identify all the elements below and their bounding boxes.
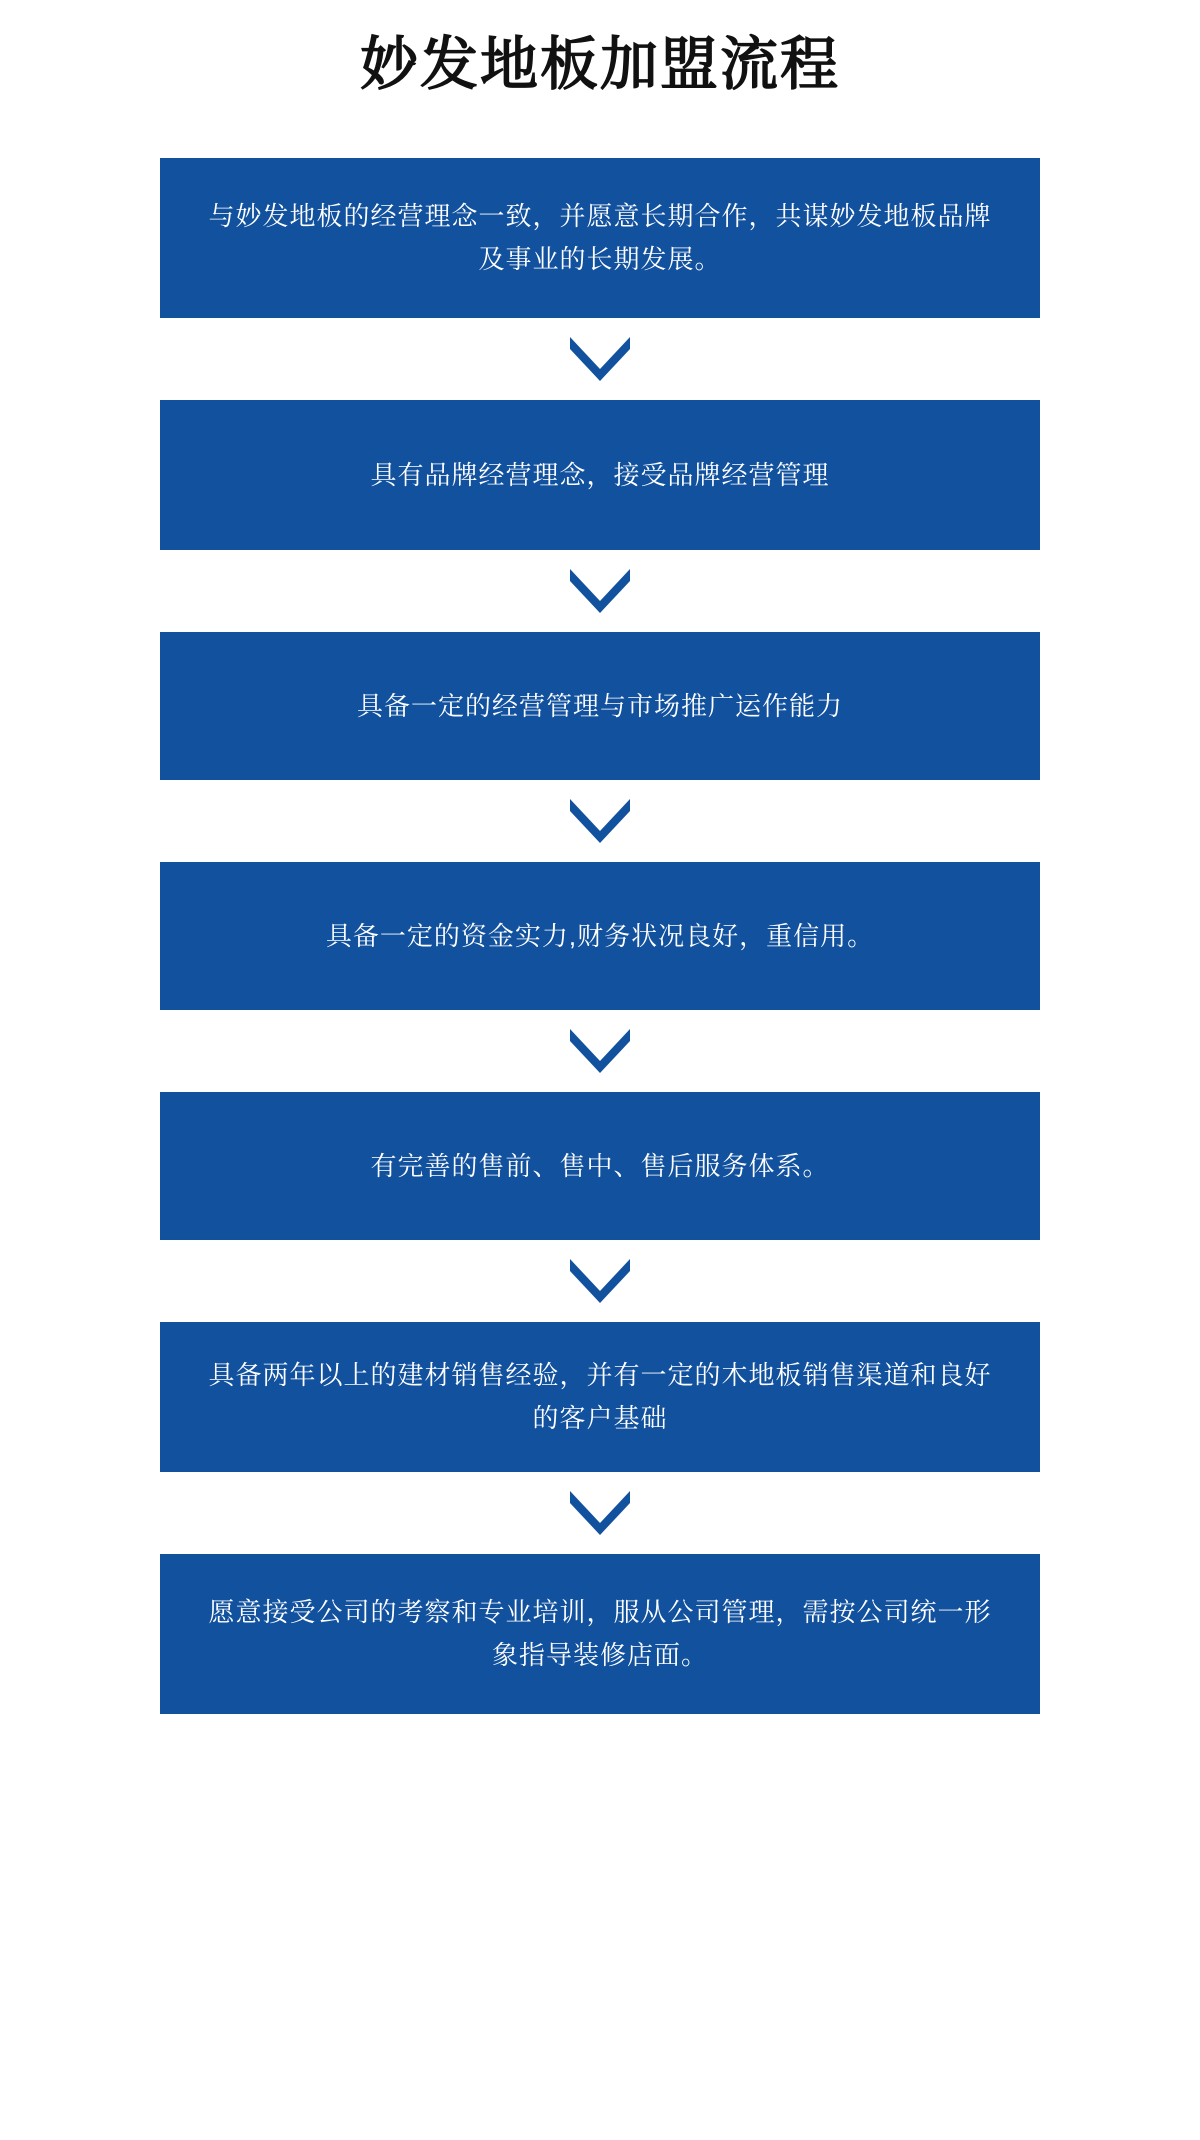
flow-step-1 [160,158,1040,318]
flow-step-5-label: 有完善的售前、售中、售后服务体系。 [370,1150,830,1181]
flow-step-1-label: 与妙发地板的经营理念一致，并愿意长期合作，共谋妙发地板品牌及事业的长期发展。 [208,201,992,274]
flow-container [0,158,1200,1714]
flow-step-3 [160,632,1040,780]
chevron-down-icon [570,1258,630,1304]
flow-step-7 [160,1554,1040,1714]
flow-step-6 [160,1322,1040,1472]
flow-step-5 [160,1092,1040,1240]
flow-step-7-label: 愿意接受公司的考察和专业培训，服从公司管理，需按公司统一形象指导装修店面。 [208,1597,992,1670]
flow-step-4 [160,862,1040,1010]
chevron-down-icon [570,1490,630,1536]
chevron-down-icon [570,1028,630,1074]
flow-step-4-label: 具备一定的资金实力,财务状况良好，重信用。 [325,920,875,951]
page-title: 妙发地板加盟流程 [359,32,840,97]
chevron-down-icon [570,798,630,844]
flow-step-3-label: 具备一定的经营管理与市场推广运作能力 [356,690,843,721]
flow-step-2-label: 具有品牌经营理念，接受品牌经营管理 [370,459,830,490]
flow-step-6-label: 具备两年以上的建材销售经验，并有一定的木地板销售渠道和良好的客户基础 [208,1360,992,1433]
flow-step-2 [160,400,1040,550]
chevron-down-icon [570,568,630,614]
chevron-down-icon [570,336,630,382]
